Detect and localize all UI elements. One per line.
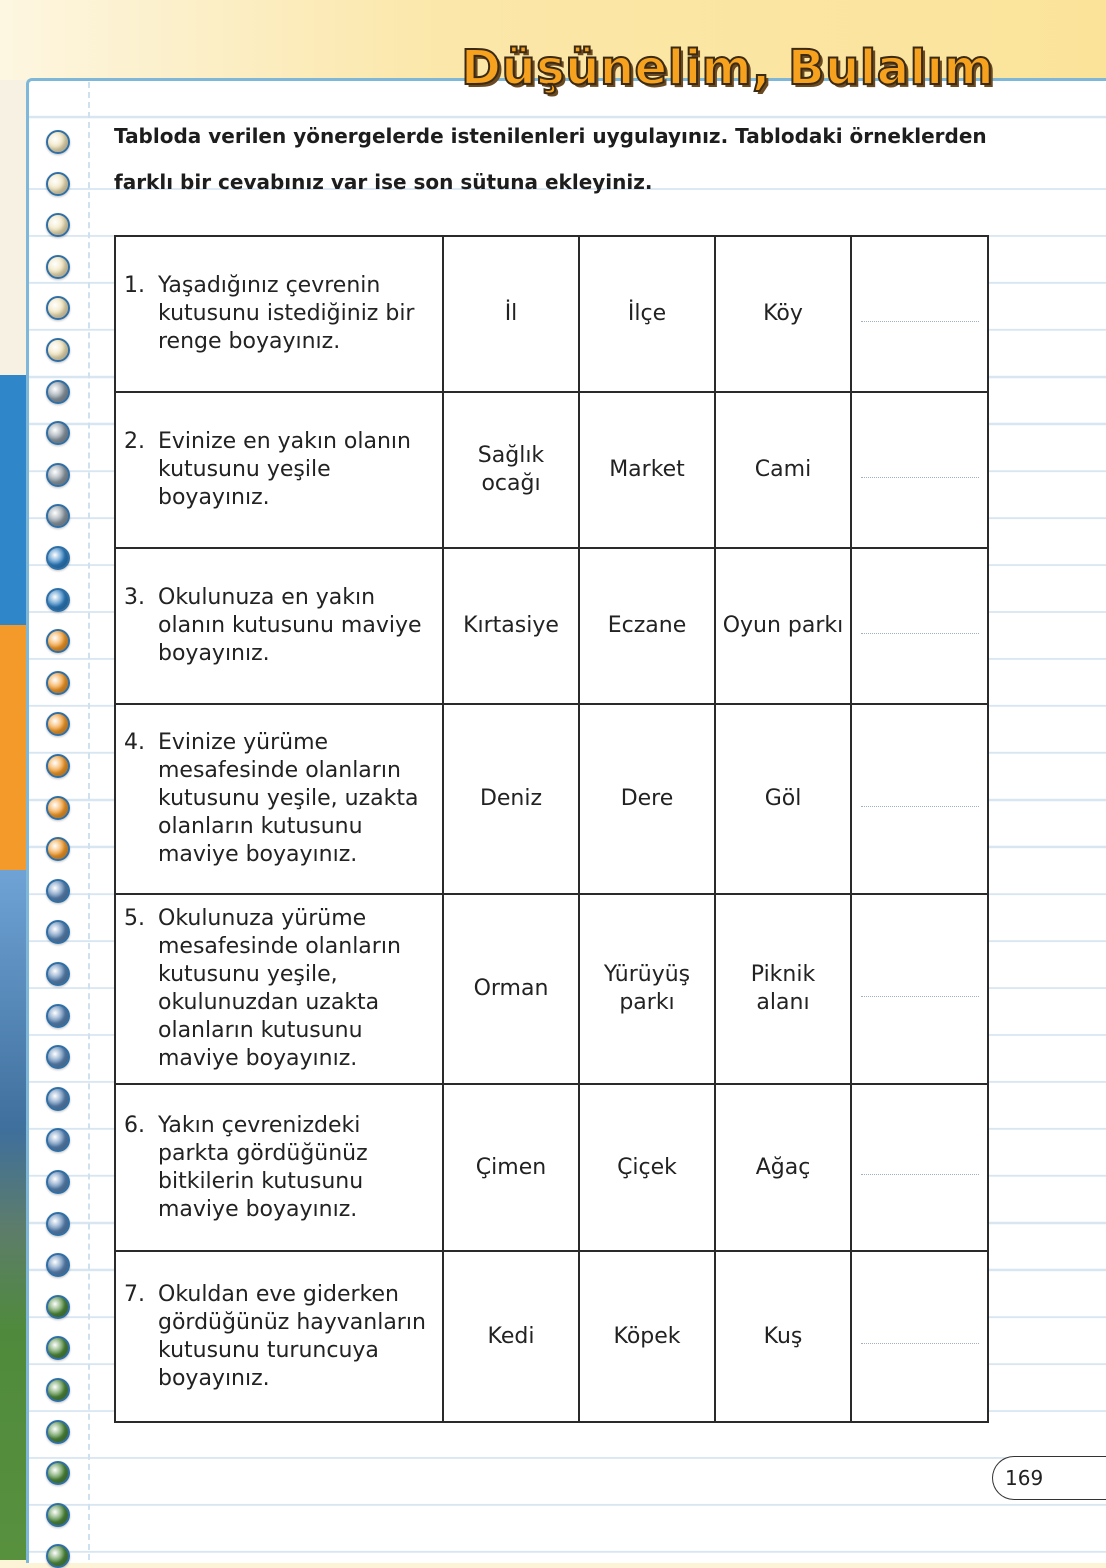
task-text: Okuldan eve giderken gördüğünüz hayvanların kutusunu turuncuya boyayınız.	[158, 1281, 426, 1391]
task-number: 2.	[124, 429, 145, 454]
binder-ring	[46, 1087, 70, 1111]
option-box[interactable]: Çiçek	[579, 1084, 715, 1251]
binder-ring	[46, 421, 70, 445]
table-row	[115, 894, 988, 1084]
table-row	[115, 704, 988, 894]
task-cell	[115, 1251, 443, 1422]
activity-table	[114, 235, 989, 1423]
instruction-line-2: farklı bir cevabınız var ise son sütuna ekleyiniz.	[114, 170, 653, 194]
task-cell	[115, 236, 443, 392]
binder-ring	[46, 796, 70, 820]
binder-ring	[46, 837, 70, 861]
side-photo-strip	[0, 80, 26, 1560]
task-text: Yakın çevrenizdeki parkta gördüğünüz bitkilerin kutusunu maviye boyayınız.	[158, 1112, 368, 1222]
option-box[interactable]: Ağaç	[715, 1084, 851, 1251]
task-number: 6.	[124, 1112, 145, 1138]
task-number: 4.	[124, 730, 145, 755]
answer-line	[861, 1160, 979, 1175]
extra-answer-box[interactable]	[851, 1251, 988, 1422]
binder-ring	[46, 1461, 70, 1485]
option-box[interactable]: Göl	[715, 704, 851, 894]
binder-ring	[46, 172, 70, 196]
binder-ring	[46, 1004, 70, 1028]
task-text: Yaşadığınız çevrenin kutusunu istediğiniz bir renge boyayınız.	[158, 273, 415, 354]
option-box[interactable]: Orman	[443, 894, 579, 1084]
option-box[interactable]: Kedi	[443, 1251, 579, 1422]
option-box[interactable]: Cami	[715, 392, 851, 548]
binder-ring	[46, 879, 70, 903]
option-box[interactable]: Çimen	[443, 1084, 579, 1251]
option-box[interactable]: Yürüyüş parkı	[579, 894, 715, 1084]
option-box[interactable]: Deniz	[443, 704, 579, 894]
binder-ring	[46, 463, 70, 487]
binder-ring	[46, 1295, 70, 1319]
extra-answer-box[interactable]	[851, 548, 988, 704]
option-box[interactable]: İlçe	[579, 236, 715, 392]
binder-ring	[46, 1045, 70, 1069]
table-row	[115, 1251, 988, 1422]
option-box[interactable]: İl	[443, 236, 579, 392]
extra-answer-box[interactable]	[851, 1084, 988, 1251]
answer-line	[861, 982, 979, 997]
option-box[interactable]: Köpek	[579, 1251, 715, 1422]
option-box[interactable]: Eczane	[579, 548, 715, 704]
task-cell	[115, 894, 443, 1084]
extra-answer-box[interactable]	[851, 392, 988, 548]
binder-ring	[46, 1253, 70, 1277]
answer-line	[861, 619, 979, 634]
task-text: Evinize en yakın olanın kutusunu yeşile boyayınız.	[158, 429, 411, 510]
binder-ring	[46, 213, 70, 237]
task-number: 1.	[124, 273, 145, 298]
task-cell	[115, 392, 443, 548]
binder-ring	[46, 588, 70, 612]
option-box[interactable]: Oyun parkı	[715, 548, 851, 704]
binder-ring	[46, 754, 70, 778]
task-number: 7.	[124, 1281, 145, 1307]
binder-ring	[46, 671, 70, 695]
binder-ring	[46, 1544, 70, 1568]
binder-ring	[46, 546, 70, 570]
option-box[interactable]: Sağlık ocağı	[443, 392, 579, 548]
task-cell	[115, 704, 443, 894]
table-row	[115, 392, 988, 548]
page-title: Düşünelim, Bulalım	[461, 40, 994, 96]
table-row	[115, 236, 988, 392]
option-box[interactable]: Piknik alanı	[715, 894, 851, 1084]
binder-ring	[46, 1503, 70, 1527]
binder-ring	[46, 1420, 70, 1444]
task-number: 5.	[124, 906, 145, 931]
option-box[interactable]: Dere	[579, 704, 715, 894]
task-text: Okulunuza en yakın olanın kutusunu maviye boyayınız.	[158, 585, 422, 666]
binder-ring	[46, 338, 70, 362]
extra-answer-box[interactable]	[851, 894, 988, 1084]
task-number: 3.	[124, 585, 145, 610]
binder-ring	[46, 1212, 70, 1236]
table-row	[115, 548, 988, 704]
binder-ring	[46, 629, 70, 653]
option-box[interactable]: Köy	[715, 236, 851, 392]
binder-ring	[46, 380, 70, 404]
extra-answer-box[interactable]	[851, 236, 988, 392]
binder-ring	[46, 1378, 70, 1402]
answer-line	[861, 463, 979, 478]
table-row	[115, 1084, 988, 1251]
task-cell	[115, 1084, 443, 1251]
binder-ring	[46, 962, 70, 986]
binder-ring	[46, 130, 70, 154]
binder-ring	[46, 1170, 70, 1194]
option-box[interactable]: Kırtasiye	[443, 548, 579, 704]
task-text: Okulunuza yürüme mesafesinde olanların kutusunu yeşile, okulunuzdan uzakta olanların kutusunu maviye boyayınız.	[158, 906, 401, 1071]
option-box[interactable]: Market	[579, 392, 715, 548]
instruction-line-1: Tabloda verilen yönergelerde istenilenleri uygulayınız. Tablodaki örneklerden	[114, 124, 987, 148]
answer-line	[861, 792, 979, 807]
option-box[interactable]: Kuş	[715, 1251, 851, 1422]
task-cell	[115, 548, 443, 704]
binder-ring	[46, 255, 70, 279]
task-text: Evinize yürüme mesafesinde olanların kutusunu yeşile, uzakta olanların kutusunu maviye boyayınız.	[158, 730, 419, 867]
page-number: 169	[992, 1456, 1106, 1500]
margin-line	[88, 82, 90, 1560]
answer-line	[861, 1329, 979, 1344]
answer-line	[861, 307, 979, 322]
extra-answer-box[interactable]	[851, 704, 988, 894]
